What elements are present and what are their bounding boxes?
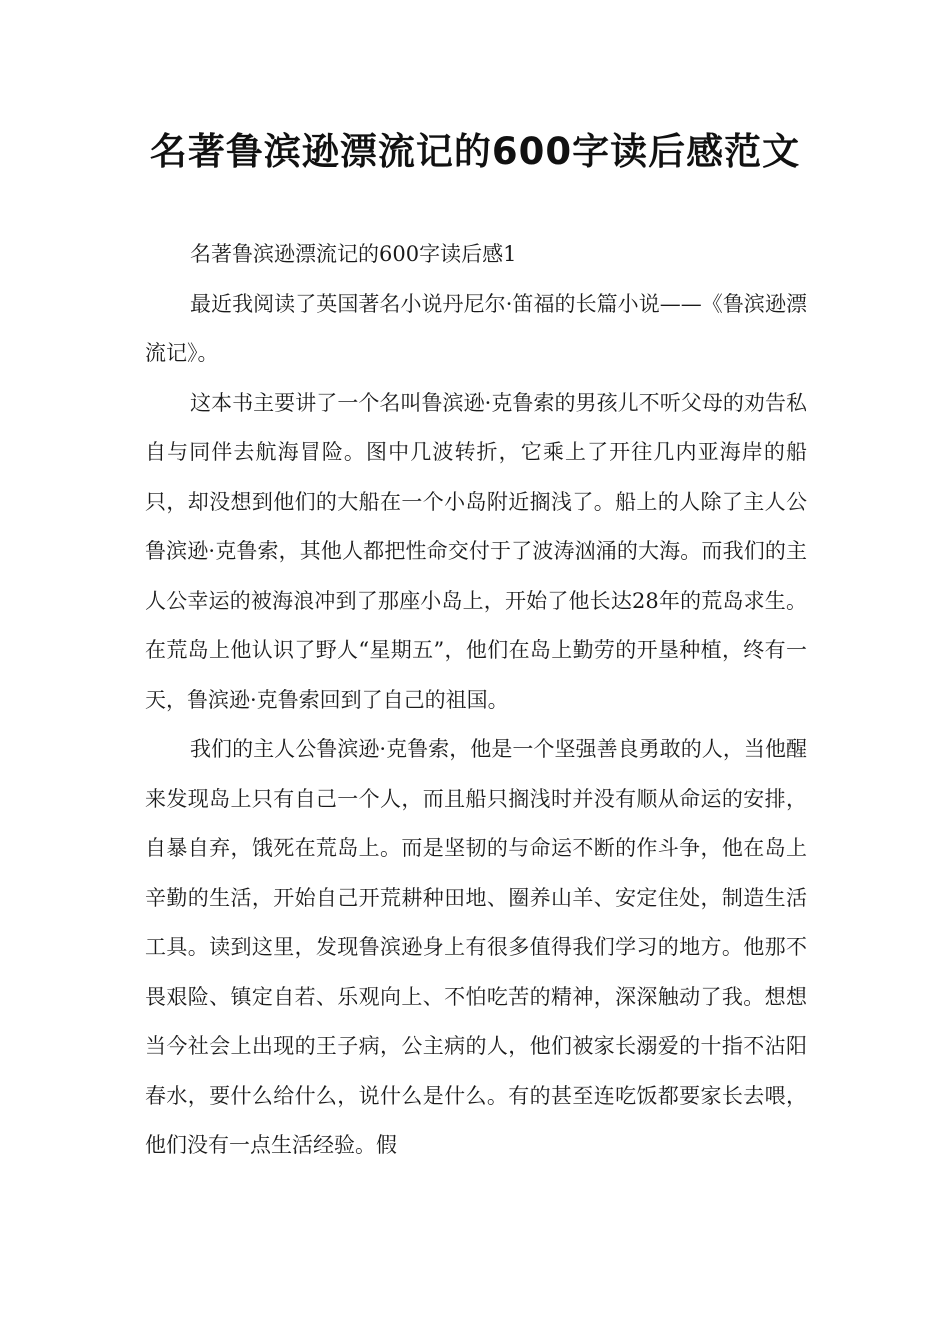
- paragraph-subtitle: 名著鲁滨逊漂流记的600字读后感1: [190, 242, 517, 266]
- paragraph-reflection: 我们的主人公鲁滨逊·克鲁索，他是一个坚强善良勇敢的人，当他醒来发现岛上只有自己一个人，而且船只搁浅时并没有顺从命运的安排，自暴自弃，饿死在荒岛上。而是坚韧的与命运不断的作斗争，他在岛上辛勤的生活，开始自己开荒耕种田地、圈养山羊、安定住处，制造生活工具。读到这里，发现鲁滨逊身上有很多值得我们学习的地方。他那不畏艰险、镇定自若、乐观向上、不怕吃苦的精神，深深触动了我。想想当今社会上出现的王子病，公主病的人，他们被家长溺爱的十指不沾阳春水，要什么给什么，说什么是什么。有的甚至连吃饭都要家长去喂，他们没有一点生活经验。假: [145, 737, 807, 1157]
- paragraph-summary: 这本书主要讲了一个名叫鲁滨逊·克鲁索的男孩儿不听父母的劝告私自与同伴去航海冒险。图中几波转折，它乘上了开往几内亚海岸的船只，却没想到他们的大船在一个小岛附近搁浅了。船上的人除了主人公鲁滨逊·克鲁索，其他人都把性命交付于了波涛汹涌的大海。而我们的主人公幸运的被海浪冲到了那座小岛上，开始了他长达28年的荒岛求生。在荒岛上他认识了野人“星期五”，他们在岛上勤劳的开垦种植，终有一天，鲁滨逊·克鲁索回到了自己的祖国。: [145, 390, 807, 712]
- document-title: 名著鲁滨逊漂流记的600字读后感范文: [149, 130, 801, 173]
- paragraph-intro: 最近我阅读了英国著名小说丹尼尔·笛福的长篇小说——《鲁滨逊漂流记》。: [145, 291, 807, 365]
- document-body: [145, 230, 807, 1171]
